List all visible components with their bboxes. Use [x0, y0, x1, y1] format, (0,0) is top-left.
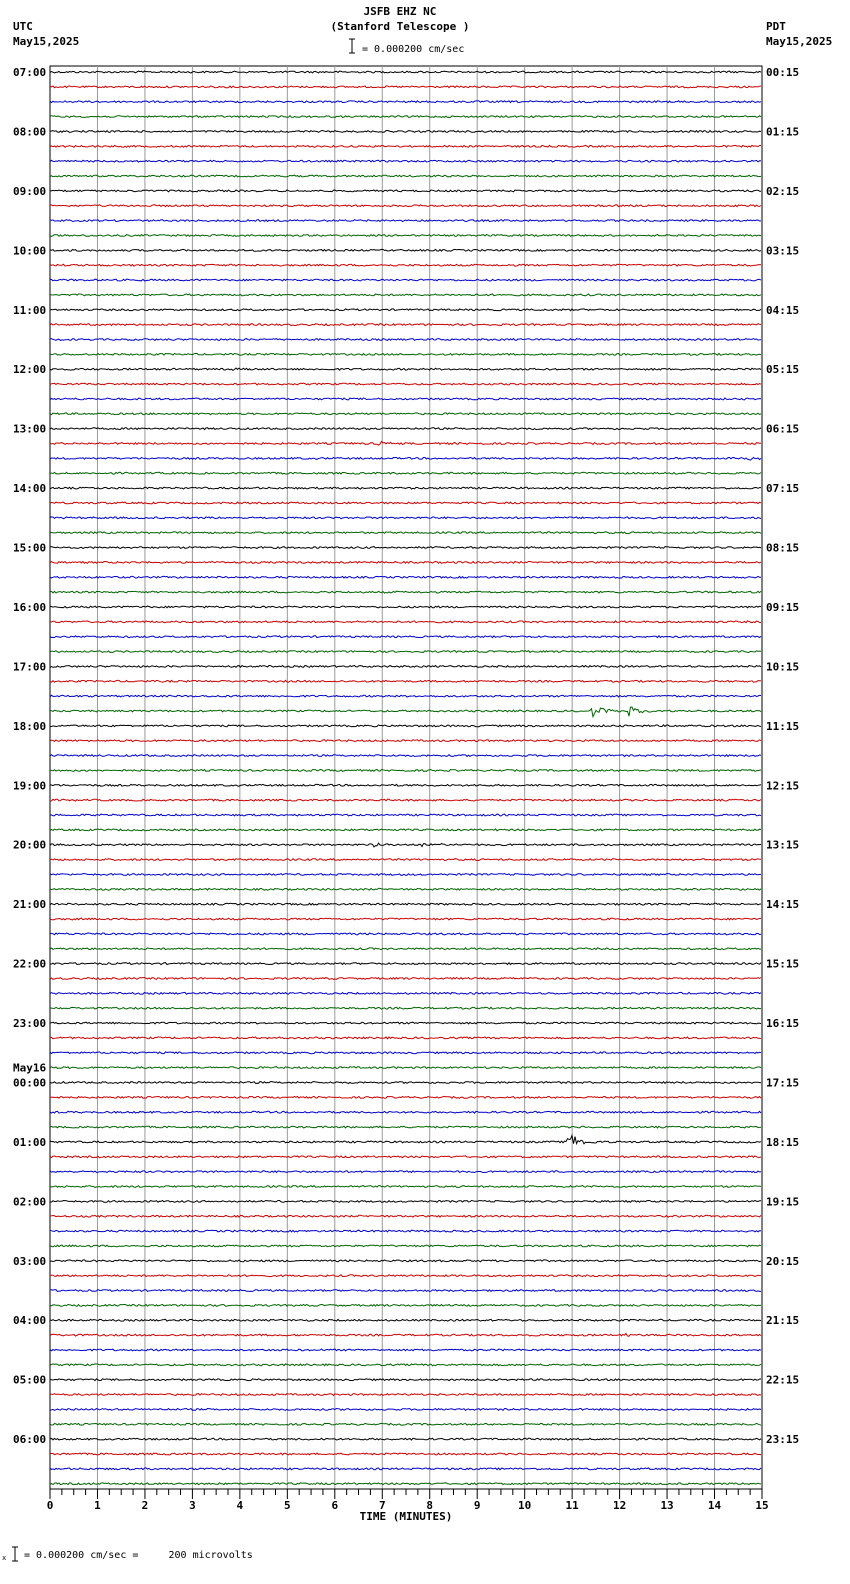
- trace-line: [50, 1135, 761, 1143]
- pdt-time-label: 11:15: [766, 719, 800, 733]
- x-tick-label: 3: [189, 1499, 196, 1512]
- pdt-time-label: 02:15: [766, 184, 800, 198]
- trace-line: [50, 755, 761, 757]
- trace-line: [50, 1319, 761, 1321]
- trace-line: [50, 353, 761, 355]
- trace-line: [50, 1245, 761, 1247]
- trace-line: [50, 1022, 761, 1024]
- trace-line: [50, 235, 761, 237]
- trace-line: [50, 1334, 761, 1337]
- trace-line: [50, 175, 761, 177]
- trace-line: [50, 1082, 761, 1084]
- pdt-time-label: 13:15: [766, 838, 800, 852]
- utc-time-label: 02:00: [13, 1195, 47, 1209]
- trace-line: [50, 145, 761, 147]
- trace-line: [50, 71, 761, 73]
- trace-line: [50, 933, 761, 935]
- pdt-time-label: 06:15: [766, 422, 800, 436]
- header-scale-bar: [349, 39, 355, 53]
- trace-line: [50, 859, 761, 861]
- trace-line: [50, 591, 761, 593]
- trace-line: [50, 383, 761, 385]
- trace-line: [50, 1305, 761, 1307]
- right-date: May15,2025: [766, 35, 833, 48]
- utc-time-label: 21:00: [13, 898, 47, 912]
- utc-time-label: 22:00: [13, 957, 47, 971]
- utc-time-label: 15:00: [13, 541, 47, 555]
- footer-scale-bar: [2, 1547, 18, 1562]
- trace-line: [50, 1364, 761, 1366]
- trace-line: [50, 368, 761, 370]
- pdt-time-label: 00:15: [766, 66, 800, 79]
- left-date: May15,2025: [13, 35, 80, 48]
- trace-line: [50, 294, 761, 296]
- pdt-time-label: 04:15: [766, 303, 800, 317]
- x-axis-title: TIME (MINUTES): [359, 1510, 453, 1523]
- pdt-time-label: 21:15: [766, 1314, 800, 1328]
- x-tick-label: 2: [141, 1499, 149, 1512]
- trace-line: [50, 1423, 761, 1425]
- x-tick-label: 11: [565, 1499, 579, 1512]
- x-tick-label: 4: [236, 1499, 244, 1512]
- utc-time-label: 00:00: [13, 1076, 47, 1090]
- pdt-time-label: 12:15: [766, 779, 800, 793]
- trace-line: [50, 918, 761, 920]
- utc-time-label: 16:00: [13, 600, 47, 614]
- trace-line: [50, 606, 761, 608]
- trace-line: [50, 517, 761, 519]
- pdt-time-label: 08:15: [766, 541, 800, 555]
- x-tick-label: 6: [331, 1499, 339, 1512]
- site-title: (Stanford Telescope ): [330, 20, 470, 33]
- trace-line: [50, 829, 761, 831]
- trace-line: [50, 651, 761, 653]
- trace-line: [50, 472, 761, 474]
- trace-line: [50, 1483, 761, 1485]
- x-tick-label: 5: [284, 1499, 291, 1512]
- trace-line: [50, 1037, 761, 1039]
- utc-time-label: 07:00: [13, 66, 47, 79]
- pdt-time-label: 01:15: [766, 125, 800, 139]
- x-tick-label: 10: [518, 1499, 532, 1512]
- utc-time-label: 18:00: [13, 719, 47, 733]
- trace-line: [50, 843, 761, 847]
- trace-line: [50, 413, 761, 415]
- trace-line: [50, 784, 761, 786]
- pdt-time-label: 20:15: [766, 1254, 800, 1268]
- trace-line: [50, 547, 761, 549]
- trace-line: [50, 1468, 761, 1470]
- trace-line: [50, 874, 761, 876]
- trace-line: [50, 249, 761, 251]
- x-tick-label: 12: [612, 1499, 627, 1512]
- utc-time-label: 19:00: [13, 779, 47, 793]
- x-tick-label: 8: [426, 1499, 434, 1512]
- trace-line: [50, 309, 761, 311]
- utc-time-label: 11:00: [13, 303, 47, 317]
- pdt-time-label: 23:15: [766, 1433, 800, 1447]
- utc-time-label: 03:00: [13, 1254, 47, 1268]
- pdt-time-label: 03:15: [766, 244, 800, 258]
- station-title: JSFB EHZ NC: [363, 5, 437, 18]
- trace-line: [50, 205, 761, 207]
- trace-line: [50, 1215, 761, 1217]
- utc-time-label: 05:00: [13, 1373, 47, 1387]
- utc-time-label: 23:00: [13, 1017, 47, 1031]
- trace-line: [50, 576, 761, 578]
- trace-line: [50, 770, 761, 772]
- utc-time-label: 01:00: [13, 1135, 47, 1149]
- trace-line: [50, 680, 761, 682]
- utc-time-label: 10:00: [13, 244, 47, 258]
- trace-line: [50, 636, 761, 638]
- trace-line: [50, 324, 761, 326]
- trace-line: [50, 1409, 761, 1411]
- scale-label: = 0.000200 cm/sec: [362, 44, 465, 55]
- trace-line: [50, 487, 761, 489]
- pdt-time-label: 17:15: [766, 1076, 800, 1090]
- trace-line: [50, 101, 761, 103]
- trace-line: [50, 992, 761, 994]
- trace-line: [50, 1186, 761, 1188]
- pdt-time-label: 10:15: [766, 660, 800, 674]
- footer-scale-note: = 0.000200 cm/sec = 200 microvolts: [24, 1550, 253, 1561]
- utc-time-label: 09:00: [13, 184, 47, 198]
- trace-line: [50, 666, 761, 668]
- right-timezone: PDT: [766, 20, 786, 33]
- pdt-time-label: 19:15: [766, 1195, 800, 1209]
- x-tick-label: 0: [46, 1499, 54, 1512]
- pdt-time-label: 09:15: [766, 600, 800, 614]
- trace-line: [50, 1052, 761, 1054]
- svg-text:x: x: [2, 1554, 7, 1562]
- trace-line: [50, 428, 761, 430]
- trace-line: [50, 1171, 761, 1173]
- trace-line: [50, 1126, 761, 1128]
- utc-date-label: May16: [13, 1061, 47, 1075]
- trace-line: [50, 1290, 761, 1292]
- x-tick-label: 14: [707, 1499, 722, 1512]
- trace-line: [50, 1230, 761, 1232]
- trace-line: [50, 441, 761, 445]
- trace-line: [50, 888, 761, 890]
- trace-line: [50, 1453, 761, 1455]
- x-tick-label: 15: [755, 1499, 769, 1512]
- pdt-time-label: 16:15: [766, 1017, 800, 1031]
- trace-line: [50, 948, 761, 950]
- left-timezone: UTC: [13, 20, 33, 33]
- trace-line: [50, 190, 761, 192]
- x-tick-label: 9: [473, 1499, 481, 1512]
- trace-line: [50, 1067, 761, 1069]
- trace-line: [50, 799, 761, 801]
- pdt-time-label: 07:15: [766, 482, 800, 496]
- trace-line: [50, 725, 761, 727]
- trace-line: [50, 264, 761, 266]
- trace-line: [50, 502, 761, 504]
- utc-time-label: 13:00: [13, 422, 47, 436]
- x-tick-label: 13: [660, 1499, 674, 1512]
- trace-line: [50, 458, 761, 461]
- x-tick-label: 7: [378, 1499, 386, 1512]
- trace-line: [50, 562, 761, 564]
- pdt-time-label: 15:15: [766, 957, 800, 971]
- trace-line: [50, 1379, 761, 1381]
- utc-time-label: 08:00: [13, 125, 47, 139]
- trace-line: [50, 1349, 761, 1351]
- trace-line: [50, 621, 761, 623]
- pdt-time-label: 05:15: [766, 363, 800, 377]
- utc-time-label: 17:00: [13, 660, 47, 674]
- trace-line: [50, 903, 761, 905]
- trace-line: [50, 339, 761, 341]
- trace-line: [50, 963, 761, 965]
- pdt-time-label: 22:15: [766, 1373, 800, 1387]
- trace-line: [50, 86, 761, 88]
- trace-line: [50, 1096, 761, 1098]
- utc-time-label: 12:00: [13, 363, 47, 377]
- utc-time-label: 04:00: [13, 1314, 47, 1328]
- trace-line: [50, 116, 761, 118]
- trace-line: [50, 814, 761, 816]
- trace-line: [50, 1156, 761, 1158]
- trace-line: [50, 131, 761, 133]
- pdt-time-label: 14:15: [766, 898, 800, 912]
- trace-line: [50, 695, 761, 697]
- utc-time-label: 06:00: [13, 1433, 47, 1447]
- trace-line: [50, 1438, 761, 1440]
- trace-line: [50, 707, 761, 717]
- x-tick-label: 1: [94, 1499, 101, 1512]
- utc-time-label: 20:00: [13, 838, 47, 852]
- trace-line: [50, 279, 761, 281]
- trace-line: [50, 1111, 761, 1113]
- trace-line: [50, 1394, 761, 1396]
- trace-line: [50, 978, 761, 980]
- trace-line: [50, 1007, 761, 1009]
- trace-line: [50, 1260, 761, 1262]
- pdt-time-label: 18:15: [766, 1135, 800, 1149]
- trace-line: [50, 398, 761, 400]
- trace-line: [50, 1201, 761, 1203]
- trace-line: [50, 740, 761, 742]
- trace-line: [50, 1275, 761, 1277]
- trace-line: [50, 160, 761, 162]
- trace-line: [50, 532, 761, 534]
- trace-line: [50, 220, 761, 222]
- utc-time-label: 14:00: [13, 482, 47, 496]
